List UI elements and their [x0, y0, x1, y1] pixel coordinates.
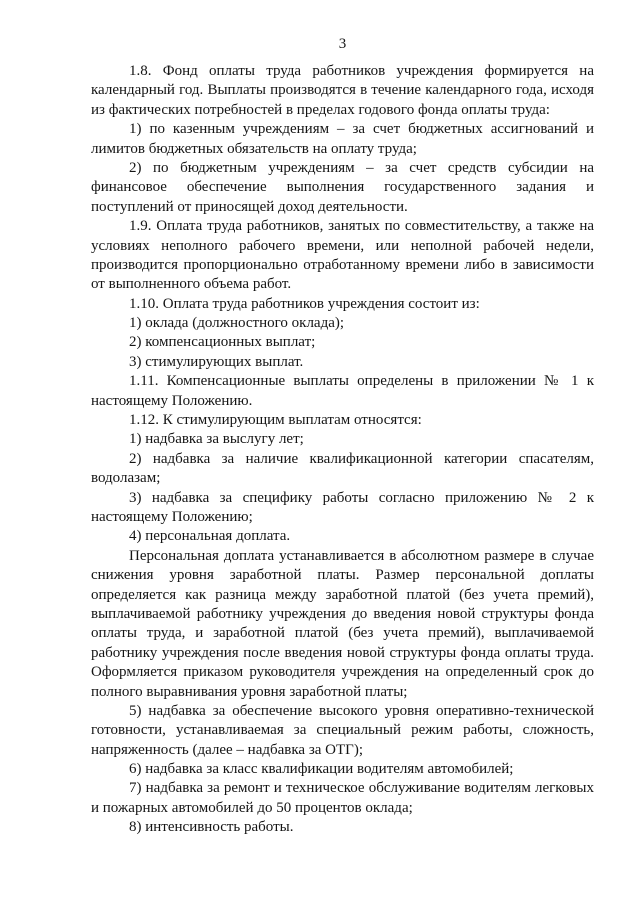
paragraph-line: напряженность (далее – надбавка за ОТГ);: [91, 741, 364, 758]
clause-1-12-item-6: [91, 760, 594, 779]
page-number: 3: [338, 36, 347, 52]
document-body: [91, 62, 594, 838]
paragraph-line: 3) стимулирующих выплат.: [129, 353, 304, 370]
clause-1-12: [91, 411, 594, 430]
paragraph-line: снижения уровня заработной платы. Размер персональной доплаты: [91, 567, 594, 584]
clause-1-12-item-4: [91, 527, 594, 546]
paragraph-line: 1.9. Оплата труда работников, занятых по совместительству, а также на: [129, 218, 594, 235]
paragraph-line: 1.10. Оплата труда работников учреждения состоит из:: [129, 295, 480, 312]
paragraph-line: оплаты труда, и заработной платой (без учета премий), выплачиваемой: [91, 625, 594, 642]
paragraph-line: 7) надбавка за ремонт и техническое обслуживание водителям легковых: [129, 780, 594, 797]
clause-1-9: [91, 217, 594, 295]
paragraph-line: 8) интенсивность работы.: [129, 819, 294, 836]
paragraph-line: лимитов бюджетных обязательств на оплату труда;: [91, 140, 417, 157]
paragraph-line: от выполненного объема работ.: [91, 276, 292, 293]
paragraph-line: 1.12. К стимулирующим выплатам относятся:: [129, 412, 422, 429]
paragraph-line: 1) оклада (должностного оклада);: [129, 315, 345, 332]
paragraph-line: 1) надбавка за выслугу лет;: [129, 431, 304, 448]
paragraph-line: Оформляется приказом руководителя учреждения на определенный срок до: [91, 664, 594, 681]
paragraph-line: 4) персональная доплата.: [129, 528, 291, 545]
paragraph-line: готовности, устанавливаемая за специальный режим работы, сложность,: [91, 722, 594, 739]
paragraph-line: настоящему Положению.: [91, 392, 253, 409]
clause-1-8-item-2: [91, 159, 594, 217]
paragraph-line: 2) надбавка за наличие квалификационной категории спасателям,: [129, 450, 594, 467]
paragraph-line: 2) по бюджетным учреждениям – за счет средств субсидии на: [129, 159, 594, 176]
paragraph-line: 6) надбавка за класс квалификации водителям автомобилей;: [129, 761, 514, 778]
paragraph-line: 5) надбавка за обеспечение высокого уровня оперативно-технической: [129, 702, 594, 719]
paragraph-line: 2) компенсационных выплат;: [129, 334, 316, 351]
clause-1-12-item-1: [91, 430, 594, 449]
paragraph-line: и пожарных автомобилей до 50 процентов оклада;: [91, 799, 413, 816]
clause-1-10-item-1: [91, 314, 594, 333]
paragraph-line: Персональная доплата устанавливается в абсолютном размере в случае: [129, 547, 594, 564]
clause-1-10-item-2: [91, 333, 594, 352]
paragraph-line: поступлений от приносящей доход деятельности.: [91, 198, 408, 215]
paragraph-line: выплачиваемой работнику учреждения до введения новой структуры фонда: [91, 605, 594, 622]
paragraph-line: 1.11. Компенсационные выплаты определены в приложении № 1 к: [129, 373, 594, 390]
paragraph-line: определяется как разница между заработной платой (без учета премий),: [91, 586, 594, 603]
paragraph-line: финансовое обеспечение выполнения государственного задания и: [91, 179, 594, 196]
paragraph-line: условиях неполного рабочего времени, или неполной рабочей недели,: [91, 237, 594, 254]
paragraph-line: календарный год. Выплаты производятся в течение календарного года, исходя: [91, 82, 594, 99]
paragraph-line: 3) надбавка за специфику работы согласно приложению № 2 к: [129, 489, 594, 506]
paragraph-line: настоящему Положению;: [91, 508, 253, 525]
paragraph-line: из фактических потребностей в пределах годового фонда оплаты труда:: [91, 101, 550, 118]
clause-1-11: [91, 372, 594, 411]
clause-1-12-item-7: [91, 779, 594, 818]
paragraph-line: 1) по казенным учреждениям – за счет бюджетных ассигнований и: [129, 121, 594, 138]
clause-1-12-item-2: [91, 450, 594, 489]
clause-1-10: [91, 295, 594, 314]
clause-1-10-item-3: [91, 353, 594, 372]
paragraph-line: производится пропорционально отработанному времени либо в зависимости: [91, 256, 594, 273]
clause-1-8: [91, 62, 594, 120]
paragraph-line: водолазам;: [91, 470, 161, 487]
clause-1-12-item-8: [91, 818, 594, 837]
paragraph-line: полного выравнивания уровня заработной платы;: [91, 683, 408, 700]
paragraph-line: работнику учреждения после введения новой структуры фонда оплаты труда.: [91, 644, 594, 661]
clause-1-8-item-1: [91, 120, 594, 159]
paragraph-line: 1.8. Фонд оплаты труда работников учреждения формируется на: [129, 63, 594, 79]
personal-allowance-note: [91, 547, 594, 702]
clause-1-12-item-3: [91, 489, 594, 528]
clause-1-12-item-5: [91, 702, 594, 760]
